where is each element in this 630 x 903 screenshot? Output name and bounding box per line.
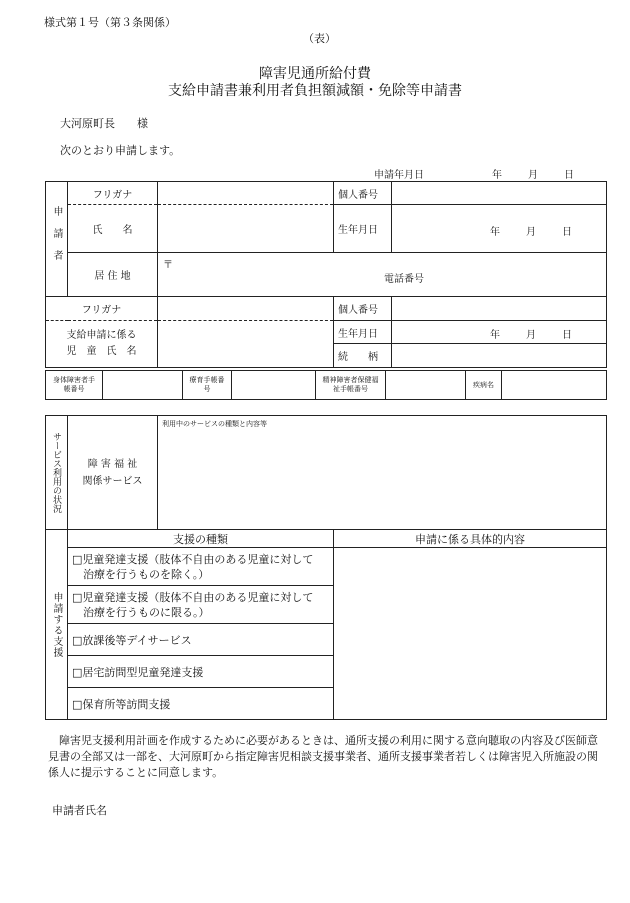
- applicant-birth-day: 日: [562, 227, 572, 238]
- child-furigana-field[interactable]: [158, 297, 334, 321]
- applicant-birth-month: 月: [526, 227, 536, 238]
- child-name-field[interactable]: [158, 321, 334, 368]
- child-birth-day: 日: [562, 330, 572, 341]
- physical-handbook-label: 身体障害者手帳番号: [46, 371, 103, 400]
- disease-field[interactable]: [502, 371, 607, 400]
- support-content-header: 申請に係る具体的内容: [334, 530, 607, 548]
- child-my-number-field[interactable]: [392, 297, 607, 321]
- child-birth-label: 生年月日: [334, 321, 392, 344]
- application-date: [374, 166, 574, 181]
- applicant-birth-year: 年: [490, 227, 500, 238]
- child-birth-month: 月: [526, 330, 536, 341]
- child-name-label: [46, 321, 158, 368]
- child-birth-year: 年: [490, 330, 500, 341]
- support-item-4[interactable]: □居宅訪問型児童発達支援: [68, 656, 334, 688]
- applicant-birth-field[interactable]: [392, 205, 607, 253]
- child-furigana-label: フリガナ: [46, 297, 158, 321]
- support-item-2-line1: □児童発達支援（肢体不自由のある児童に対して: [72, 590, 314, 604]
- applicant-table: [45, 181, 607, 368]
- applicant-address-label: 居 住 地: [68, 253, 158, 297]
- signature-label: 申請者氏名: [52, 804, 107, 817]
- service-status-label-line2: 関係サービス: [82, 475, 143, 487]
- service-status-label: [68, 416, 158, 530]
- phone-label: 電話番号: [384, 274, 424, 285]
- form-number: 様式第１号（第３条関係）: [44, 16, 176, 29]
- child-birth-field[interactable]: [392, 321, 607, 344]
- disease-label: 疾病名: [466, 371, 502, 400]
- mental-handbook-label: 精神障害者保健福祉手帳番号: [316, 371, 386, 400]
- applicant-furigana-label: フリガナ: [68, 182, 158, 205]
- service-status-hint: 利用中のサービスの種類と内容等: [162, 420, 267, 428]
- service-status-section-label: サービス利用の状況: [46, 416, 68, 530]
- support-item-2-line2: 治療を行うものに限る。）: [72, 605, 210, 619]
- title-line2: 支給申請書兼利用者負担額減額・免除等申請書: [168, 83, 462, 99]
- applicant-my-number-label: 個人番号: [334, 182, 392, 205]
- applicant-birth-label: 生年月日: [334, 205, 392, 253]
- support-item-1-line1: □児童発達支援（肢体不自由のある児童に対して: [72, 552, 314, 566]
- child-my-number-label: 個人番号: [334, 297, 392, 321]
- applicant-name-field[interactable]: [158, 205, 334, 253]
- child-name-label-line1: 支給申請に係る: [66, 330, 137, 341]
- handbook-table: [45, 370, 607, 400]
- support-item-1[interactable]: [68, 548, 334, 586]
- service-status-label-line1: 障 害 福 祉: [87, 458, 138, 470]
- support-item-3[interactable]: □放課後等デイサービス: [68, 624, 334, 656]
- intro-text: 次のとおり申請します。: [60, 144, 181, 157]
- postal-mark: 〒: [163, 260, 173, 271]
- applicant-section-label: 申請者: [46, 182, 68, 297]
- child-name-label-line2: 児 童 氏 名: [66, 346, 137, 357]
- child-relation-field[interactable]: [392, 344, 607, 368]
- ryoiku-handbook-label: 療育手帳番 号: [183, 371, 232, 400]
- mental-handbook-field[interactable]: [386, 371, 466, 400]
- support-type-header: 支援の種類: [68, 530, 334, 548]
- service-table: [45, 415, 607, 720]
- date-label: 申請年月日: [374, 170, 424, 181]
- service-status-field[interactable]: [158, 416, 607, 530]
- date-month: 月: [528, 170, 538, 181]
- support-section-label: 申請する支援: [46, 530, 68, 720]
- applicant-my-number-field[interactable]: [392, 182, 607, 205]
- date-year: 年: [492, 170, 502, 181]
- support-content-field[interactable]: [334, 548, 607, 720]
- child-relation-label: 続 柄: [334, 344, 392, 368]
- applicant-address-field[interactable]: [158, 253, 607, 297]
- support-item-5[interactable]: □保育所等訪問支援: [68, 688, 334, 720]
- form-side: （表）: [303, 32, 336, 45]
- support-item-1-line2: 治療を行うものを除く。）: [72, 567, 210, 581]
- addressee: 大河原町長 様: [60, 117, 148, 130]
- applicant-furigana-field[interactable]: [158, 182, 334, 205]
- support-item-2[interactable]: [68, 586, 334, 624]
- physical-handbook-field[interactable]: [103, 371, 183, 400]
- date-day: 日: [564, 170, 574, 181]
- title-line1: 障害児通所給付費: [259, 66, 371, 82]
- applicant-name-label: 氏 名: [68, 205, 158, 253]
- consent-text: 障害児支援利用計画を作成するために必要があるときは、通所支援の利用に関する意向聴取の内容及び医師意見書の全部又は一部を、大河原町から指定障害児相談支援事業者、通所支援事業者若しくは障害児入所施設の関係人に提示することに同意します。: [48, 734, 598, 779]
- ryoiku-handbook-field[interactable]: [232, 371, 316, 400]
